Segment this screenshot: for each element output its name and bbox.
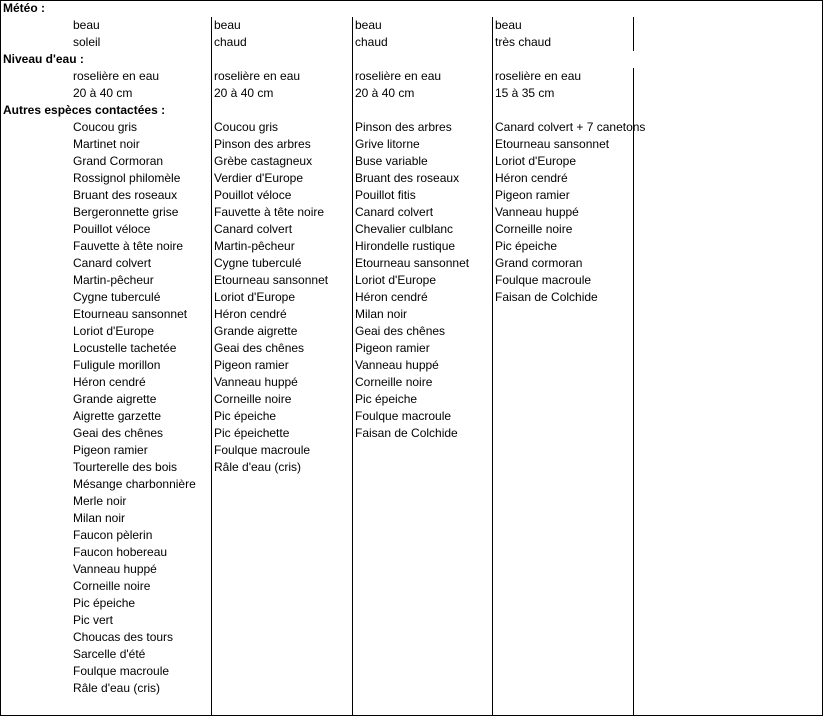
species-column-2 xyxy=(214,119,328,476)
species-item: Bruant des roseaux xyxy=(355,171,460,185)
species-item: Héron cendré xyxy=(355,290,428,304)
niveau-column-4 xyxy=(495,68,581,102)
species-item: Grand cormoran xyxy=(495,256,583,270)
section-meteo-label: Météo : xyxy=(3,1,45,15)
species-item: Milan noir xyxy=(355,307,408,321)
species-item: Tourterelle des bois xyxy=(73,460,178,474)
species-item: Pic épeiche xyxy=(214,409,277,423)
species-item: Foulque macroule xyxy=(355,409,452,423)
species-item: Pouillot véloce xyxy=(214,188,292,202)
species-item: Mésange charbonnière xyxy=(73,477,196,491)
species-item: Foulque macroule xyxy=(495,273,592,287)
species-item: Loriot d'Europe xyxy=(214,290,296,304)
species-item: Pinson des arbres xyxy=(355,120,452,134)
meteo-column-4 xyxy=(495,17,551,51)
species-item: Geai des chênes xyxy=(214,341,305,355)
niveau-column-2 xyxy=(214,68,300,102)
species-item: Pigeon ramier xyxy=(355,341,430,355)
species-item: Coucou gris xyxy=(214,120,279,134)
meteo-cell: beau xyxy=(73,18,100,32)
species-item: Grive litorne xyxy=(355,137,420,151)
species-item: Faisan de Colchide xyxy=(495,290,598,304)
section-niveau-label: Niveau d'eau : xyxy=(3,52,84,66)
species-item: Pigeon ramier xyxy=(73,443,148,457)
species-item: Canard colvert xyxy=(355,205,434,219)
species-item: Corneille noire xyxy=(495,222,573,236)
meteo-column-1 xyxy=(73,17,100,51)
species-item: Bergeronnette grise xyxy=(73,205,179,219)
species-item: Pigeon ramier xyxy=(214,358,289,372)
species-item: Loriot d'Europe xyxy=(495,154,577,168)
niveau-cell: 20 à 40 cm xyxy=(355,86,415,100)
meteo-column-2 xyxy=(214,17,247,51)
species-item: Buse variable xyxy=(355,154,428,168)
species-item: Pouillot véloce xyxy=(73,222,151,236)
niveau-cell: roselière en eau xyxy=(495,69,582,83)
species-column-4 xyxy=(495,119,645,306)
meteo-cell: soleil xyxy=(73,35,101,49)
meteo-column-3 xyxy=(355,17,388,51)
species-column-1 xyxy=(73,119,196,697)
species-item: Vanneau huppé xyxy=(73,562,157,576)
species-item: Geai des chênes xyxy=(355,324,446,338)
species-item: Vanneau huppé xyxy=(495,205,579,219)
species-item: Corneille noire xyxy=(73,579,151,593)
species-item: Merle noir xyxy=(73,494,127,508)
species-item: Héron cendré xyxy=(214,307,287,321)
species-item: Fauvette à tête noire xyxy=(73,239,184,253)
species-item: Aigrette garzette xyxy=(73,409,162,423)
meteo-cell: beau xyxy=(495,18,522,32)
species-item: Vanneau huppé xyxy=(355,358,439,372)
species-item: Martin-pêcheur xyxy=(214,239,295,253)
species-item: Hirondelle rustique xyxy=(355,239,456,253)
species-item: Cygne tuberculé xyxy=(73,290,161,304)
species-item: Foulque macroule xyxy=(73,664,170,678)
species-item: Grèbe castagneux xyxy=(214,154,313,168)
species-item: Etourneau sansonnet xyxy=(73,307,188,321)
species-item: Martinet noir xyxy=(73,137,140,151)
species-item: Pic épeichette xyxy=(214,426,290,440)
species-item: Locustelle tachetée xyxy=(73,341,177,355)
species-item: Grande aigrette xyxy=(73,392,157,406)
species-item: Rossignol philomèle xyxy=(73,171,181,185)
species-item: Etourneau sansonnet xyxy=(495,137,610,151)
species-item: Canard colvert xyxy=(214,222,293,236)
niveau-cell: 20 à 40 cm xyxy=(73,86,133,100)
column-divider-1 xyxy=(211,17,212,716)
species-item: Fuligule morillon xyxy=(73,358,161,372)
species-item: Cygne tuberculé xyxy=(214,256,302,270)
species-item: Pigeon ramier xyxy=(495,188,570,202)
species-item: Fauvette à tête noire xyxy=(214,205,325,219)
species-item: Etourneau sansonnet xyxy=(355,256,470,270)
meteo-cell: chaud xyxy=(355,35,388,49)
species-item: Vanneau huppé xyxy=(214,375,298,389)
species-item: Pic vert xyxy=(73,613,114,627)
species-item: Canard colvert + 7 canetons xyxy=(495,120,646,134)
species-item: Râle d'eau (cris) xyxy=(214,460,301,474)
species-column-3 xyxy=(355,119,469,442)
species-item: Pic épeiche xyxy=(73,596,136,610)
species-item: Chevalier culblanc xyxy=(355,222,454,236)
species-item: Faucon hobereau xyxy=(73,545,168,559)
section-especes-label: Autres espèces contactées : xyxy=(3,103,166,117)
species-item: Grand Cormoran xyxy=(73,154,164,168)
meteo-cell: chaud xyxy=(214,35,247,49)
species-item: Verdier d'Europe xyxy=(214,171,304,185)
species-item: Foulque macroule xyxy=(214,443,311,457)
species-item: Bruant des roseaux xyxy=(73,188,178,202)
species-item: Etourneau sansonnet xyxy=(214,273,329,287)
species-item: Pinson des arbres xyxy=(214,137,311,151)
niveau-cell: roselière en eau xyxy=(355,69,442,83)
species-item: Corneille noire xyxy=(214,392,292,406)
species-item: Loriot d'Europe xyxy=(355,273,437,287)
species-item: Héron cendré xyxy=(73,375,146,389)
species-item: Sarcelle d'été xyxy=(73,647,146,661)
meteo-cell: très chaud xyxy=(495,35,552,49)
column-divider-2 xyxy=(352,17,353,716)
species-item: Pic épeiche xyxy=(355,392,418,406)
species-item: Corneille noire xyxy=(355,375,433,389)
niveau-cell: 15 à 35 cm xyxy=(495,86,555,100)
species-item: Canard colvert xyxy=(73,256,152,270)
species-item: Faucon pèlerin xyxy=(73,528,153,542)
species-item: Faisan de Colchide xyxy=(355,426,458,440)
species-item: Martin-pêcheur xyxy=(73,273,154,287)
niveau-column-3 xyxy=(355,68,441,102)
column-divider-4a xyxy=(633,17,634,51)
niveau-cell: 20 à 40 cm xyxy=(214,86,274,100)
species-item: Choucas des tours xyxy=(73,630,174,644)
species-item: Coucou gris xyxy=(73,120,138,134)
species-item: Loriot d'Europe xyxy=(73,324,155,338)
meteo-cell: beau xyxy=(355,18,382,32)
species-item: Grande aigrette xyxy=(214,324,298,338)
species-item: Héron cendré xyxy=(495,171,568,185)
niveau-cell: roselière en eau xyxy=(214,69,301,83)
niveau-cell: roselière en eau xyxy=(73,69,160,83)
species-item: Râle d'eau (cris) xyxy=(73,681,160,695)
species-item: Milan noir xyxy=(73,511,126,525)
meteo-cell: beau xyxy=(214,18,241,32)
species-item: Pic épeiche xyxy=(495,239,558,253)
column-divider-3 xyxy=(492,17,493,716)
species-item: Geai des chênes xyxy=(73,426,164,440)
niveau-column-1 xyxy=(73,68,159,102)
species-item: Pouillot fitis xyxy=(355,188,416,202)
